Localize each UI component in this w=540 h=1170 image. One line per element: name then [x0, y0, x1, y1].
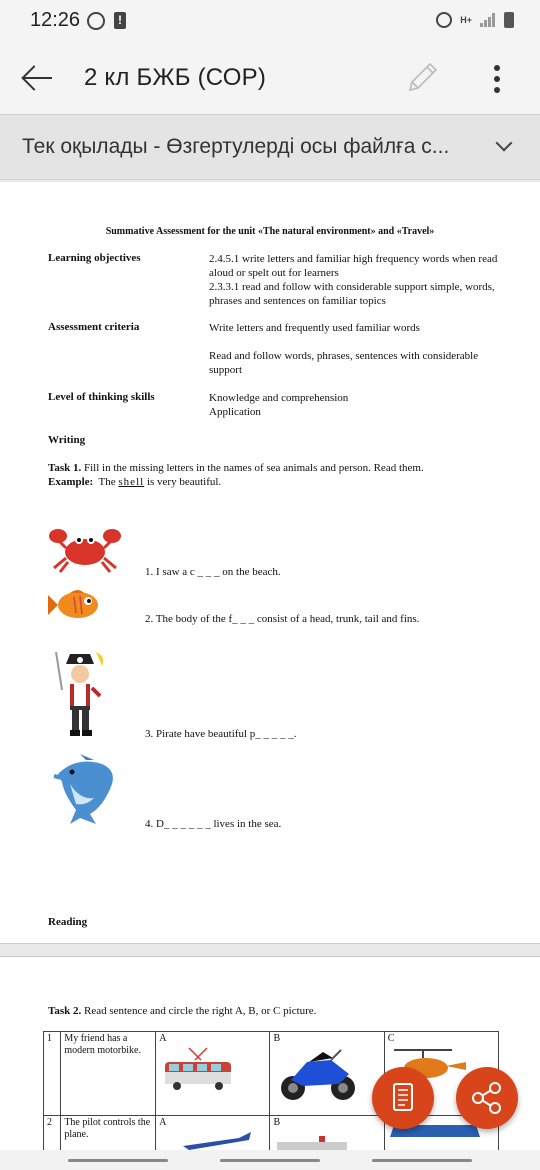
example-pre: The	[98, 476, 119, 488]
system-icons	[436, 12, 514, 28]
read-only-banner[interactable]	[0, 114, 540, 180]
option-a-cell	[156, 1032, 270, 1116]
motorbike-image	[279, 1044, 359, 1104]
nav-back-handle[interactable]	[372, 1159, 472, 1162]
car-image	[275, 1128, 355, 1150]
document-icon	[372, 1067, 434, 1129]
pencil-icon[interactable]	[404, 60, 440, 96]
more-vert-icon[interactable]	[486, 62, 508, 96]
row-value-criteria-1: Write letters and frequently used familiar words	[209, 322, 420, 334]
option-b-label: B	[273, 1117, 281, 1128]
row-value-objectives: 2.4.5.1 write letters and familiar high frequency words when read aloud or spelt out for learners 2.3.3.1 read and follow with considerable support simple, words, phrases and sentences on familiar topics	[209, 253, 498, 307]
task2-label: Task 2.	[48, 1005, 82, 1017]
sentence-1: 1. I saw a c _ _ _ on the beach.	[145, 566, 281, 578]
option-a-label: A	[159, 1117, 167, 1128]
row-value-thinking: Knowledge and comprehension Application	[209, 392, 349, 418]
example-post: is very beautiful.	[144, 476, 222, 488]
task2-instructions	[48, 1004, 508, 1018]
share-icon	[456, 1067, 518, 1129]
crab-image	[48, 524, 122, 574]
row-number: 2	[44, 1116, 61, 1166]
row-number: 1	[44, 1032, 61, 1116]
task1-instructions	[48, 461, 508, 489]
battery-icon	[504, 12, 514, 28]
example-label: Example:	[48, 476, 94, 488]
section-reading: Reading	[48, 916, 88, 928]
sentence-4: 4. D_ _ _ _ _ _ lives in the sea.	[145, 818, 282, 830]
back-arrow-icon[interactable]	[22, 64, 54, 92]
document-page-1	[0, 182, 540, 944]
row-label-criteria: Assessment criteria	[48, 321, 140, 333]
chevron-down-icon[interactable]	[496, 135, 513, 152]
row-text: My friend has a modern motorbike.	[61, 1032, 156, 1116]
document-page-2	[0, 956, 540, 1170]
option-b-cell	[270, 1032, 384, 1116]
tram-image	[161, 1044, 235, 1094]
row-value-criteria-2: Read and follow words, phrases, sentences with considerable support	[209, 350, 479, 376]
whatsapp-icon	[87, 12, 105, 30]
option-c-label: C	[387, 1033, 395, 1044]
pirate-image	[52, 650, 108, 740]
task1-label: Task 1.	[48, 462, 82, 474]
row-text: The pilot controls the plane.	[61, 1116, 156, 1166]
status-time: 12:26	[30, 9, 81, 31]
app-bar	[0, 44, 540, 114]
sentence-3: 3. Pirate have beautiful p_ _ _ _ _.	[145, 728, 297, 740]
network-type-icon: H+	[460, 14, 472, 25]
alarm-icon	[436, 12, 452, 28]
example-word: shell	[118, 476, 145, 488]
row-label-objectives: Learning objectives	[48, 252, 141, 264]
option-b-label: B	[273, 1033, 281, 1044]
nav-recents-handle[interactable]	[68, 1159, 168, 1162]
task2-text: Read sentence and circle the right A, B, or C picture.	[81, 1005, 317, 1017]
sentence-2: 2. The body of the f_ _ _ consist of a head, trunk, tail and fins.	[145, 613, 420, 625]
notification-alert-icon: !	[114, 12, 126, 29]
section-writing: Writing	[48, 434, 86, 446]
fish-image	[48, 587, 104, 623]
document-button[interactable]	[372, 1067, 434, 1129]
share-button[interactable]	[456, 1067, 518, 1129]
doc-heading: Summative Assessment for the unit «The natural environment» and «Travel»	[105, 226, 435, 237]
row-label-thinking: Level of thinking skills	[48, 391, 155, 403]
status-bar	[0, 0, 540, 44]
nav-home-handle[interactable]	[220, 1159, 320, 1162]
banner-text: Тек оқылады - Өзгертулерді осы файлға с...	[22, 135, 450, 158]
plane-image	[179, 1128, 259, 1150]
document-title: 2 кл БЖБ (СОР)	[84, 64, 267, 91]
navigation-bar	[0, 1150, 540, 1170]
signal-icon	[480, 13, 496, 27]
dolphin-image	[50, 754, 120, 826]
task1-text: Fill in the missing letters in the names of sea animals and person. Read them.	[81, 462, 424, 474]
option-a-label: A	[159, 1033, 167, 1044]
